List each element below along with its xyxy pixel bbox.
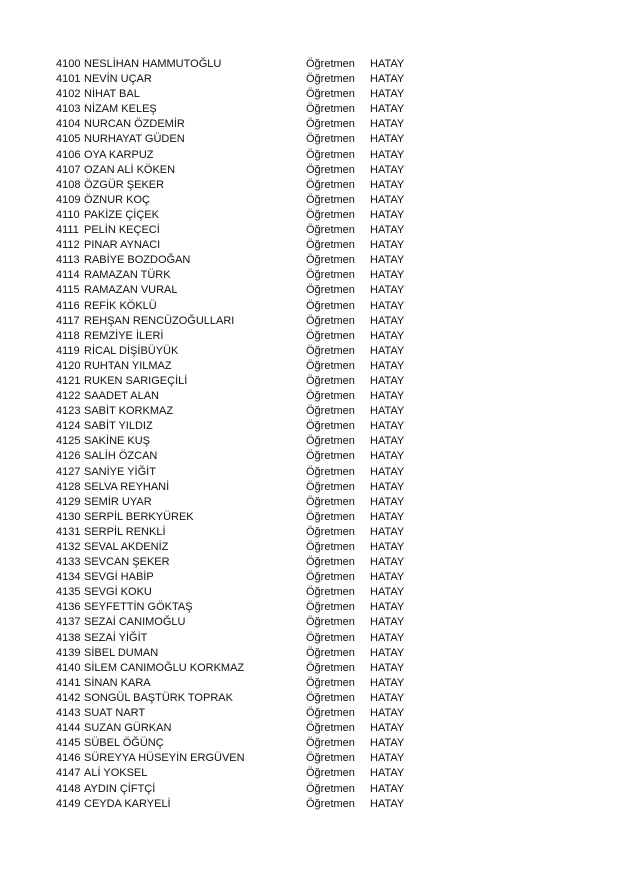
row-number: 4137 [56,616,81,629]
list-row [56,253,416,268]
role-label: Öğretmen [306,269,355,282]
row-number: 4100 [56,58,81,70]
list-row [56,72,416,87]
city-label: HATAY [370,118,405,131]
person-name: SEVCAN ŞEKER [84,556,170,569]
row-number: 4131 [56,525,81,538]
city-label: HATAY [370,58,405,70]
list-row [56,797,416,812]
role-label: Öğretmen [306,224,355,237]
role-label: Öğretmen [306,420,355,433]
city-label: HATAY [370,208,405,221]
list-row [56,676,416,691]
list-row [56,87,416,102]
row-number: 4102 [56,88,81,101]
person-name: PINAR AYNACI [84,239,161,252]
row-number: 4128 [56,480,81,493]
role-label: Öğretmen [306,208,355,221]
person-name: SERPİL BERKYÜREK [84,510,194,523]
list-row [56,661,416,676]
list-row [56,223,416,238]
list-row [56,615,416,630]
person-name: ÖZNUR KOÇ [84,193,150,206]
city-label: HATAY [370,314,405,327]
city-label: HATAY [370,737,405,750]
role-label: Öğretmen [306,374,355,387]
row-number: 4106 [56,148,81,161]
person-name: SÜBEL ÖĞÜNÇ [84,737,164,750]
row-number: 4141 [56,676,81,689]
list-row [56,510,416,525]
row-number: 4144 [56,722,81,735]
city-label: HATAY [370,767,405,780]
list-row [56,434,416,449]
city-label: HATAY [370,420,405,433]
person-name: NURHAYAT GÜDEN [84,133,185,146]
list-row [56,57,416,72]
list-row [56,314,416,329]
city-label: HATAY [370,510,405,523]
person-name: NİZAM KELEŞ [84,103,157,116]
row-number: 4149 [56,797,81,810]
city-label: HATAY [370,616,405,629]
row-number: 4143 [56,707,81,720]
person-name: SANİYE YİĞİT [84,465,156,478]
list-row [56,540,416,555]
city-label: HATAY [370,495,405,508]
city-label: HATAY [370,450,405,463]
row-number: 4107 [56,163,81,176]
row-number: 4126 [56,450,81,463]
city-label: HATAY [370,88,405,101]
row-number: 4112 [56,239,80,252]
row-number: 4134 [56,571,81,584]
role-label: Öğretmen [306,601,355,614]
list-row [56,359,416,374]
list-row [56,691,416,706]
row-number: 4147 [56,767,81,780]
person-name: RAMAZAN VURAL [84,284,178,297]
role-label: Öğretmen [306,359,355,372]
list-row [56,751,416,766]
city-label: HATAY [370,390,405,403]
role-label: Öğretmen [306,661,355,674]
role-label: Öğretmen [306,676,355,689]
role-label: Öğretmen [306,148,355,161]
role-label: Öğretmen [306,390,355,403]
role-label: Öğretmen [306,254,355,267]
row-number: 4136 [56,601,81,614]
role-label: Öğretmen [306,405,355,418]
role-label: Öğretmen [306,163,355,176]
person-name: SİBEL DUMAN [84,646,159,659]
row-number: 4116 [56,299,80,312]
list-row [56,102,416,117]
list-row [56,631,416,646]
list-row [56,132,416,147]
list-row [56,374,416,389]
city-label: HATAY [370,435,405,448]
role-label: Öğretmen [306,329,355,342]
person-name: PELİN KEÇECİ [84,224,160,237]
row-number: 4142 [56,691,81,704]
city-label: HATAY [370,148,405,161]
person-name: NEVİN UÇAR [84,73,152,86]
person-name: RABİYE BOZDOĞAN [84,254,191,267]
row-number: 4129 [56,495,81,508]
list-row [56,299,416,314]
person-name: SİNAN KARA [84,676,151,689]
person-name: SUAT NART [84,707,146,720]
city-label: HATAY [370,73,405,86]
role-label: Öğretmen [306,707,355,720]
role-label: Öğretmen [306,193,355,206]
row-number: 4130 [56,510,81,523]
list-row [56,193,416,208]
list-row [56,465,416,480]
person-name: SÜREYYA HÜSEYİN ERGÜVEN [84,752,245,765]
role-label: Öğretmen [306,525,355,538]
list-row [56,585,416,600]
person-name: AYDIN ÇİFTÇİ [84,782,156,795]
role-label: Öğretmen [306,88,355,101]
list-row [56,495,416,510]
role-label: Öğretmen [306,767,355,780]
role-label: Öğretmen [306,586,355,599]
row-number: 4103 [56,103,81,116]
row-number: 4114 [56,269,80,282]
city-label: HATAY [370,631,405,644]
list-row [56,344,416,359]
list-row [56,706,416,721]
row-number: 4121 [56,374,81,387]
person-name: SEYFETTİN GÖKTAŞ [84,601,193,614]
list-row [56,782,416,797]
person-name: NİHAT BAL [84,88,140,101]
city-label: HATAY [370,329,405,342]
role-label: Öğretmen [306,691,355,704]
city-label: HATAY [370,465,405,478]
role-label: Öğretmen [306,314,355,327]
row-number: 4109 [56,193,81,206]
list-row [56,238,416,253]
person-name: SAADET ALAN [84,390,159,403]
list-row [56,208,416,223]
row-number: 4105 [56,133,81,146]
person-name: SİLEM CANIMOĞLU KORKMAZ [84,661,245,674]
person-name: SELVA REYHANİ [84,480,170,493]
role-label: Öğretmen [306,344,355,357]
person-name: REHŞAN RENCÜZOĞULLARI [84,314,235,327]
row-number: 4133 [56,556,81,569]
person-name: SEVAL AKDENİZ [84,541,169,553]
role-label: Öğretmen [306,118,355,131]
row-number: 4115 [56,284,80,297]
list-row [56,449,416,464]
city-label: HATAY [370,586,405,599]
role-label: Öğretmen [306,556,355,569]
city-label: HATAY [370,299,405,312]
person-name: NESLİHAN HAMMUTOĞLU [84,58,222,70]
role-label: Öğretmen [306,737,355,750]
list-row [56,766,416,781]
person-name: RİCAL DİŞİBÜYÜK [84,344,179,357]
person-name: OZAN ALİ KÖKEN [84,163,176,176]
city-label: HATAY [370,541,405,553]
city-label: HATAY [370,676,405,689]
row-number: 4104 [56,118,81,131]
row-number: 4148 [56,782,81,795]
city-label: HATAY [370,163,405,176]
role-label: Öğretmen [306,495,355,508]
role-label: Öğretmen [306,435,355,448]
row-number: 4111 [56,224,79,237]
person-name: OYA KARPUZ [84,148,154,161]
city-label: HATAY [370,480,405,493]
teacher-list [56,57,416,812]
row-number: 4124 [56,420,81,433]
row-number: 4101 [56,73,81,86]
city-label: HATAY [370,556,405,569]
role-label: Öğretmen [306,510,355,523]
person-name: SABİT KORKMAZ [84,405,174,418]
person-name: REFİK KÖKLÜ [84,299,157,312]
row-number: 4125 [56,435,81,448]
city-label: HATAY [370,224,405,237]
city-label: HATAY [370,646,405,659]
list-row [56,525,416,540]
person-name: SUZAN GÜRKAN [84,722,172,735]
row-number: 4118 [56,329,80,342]
list-row [56,178,416,193]
role-label: Öğretmen [306,73,355,86]
list-row [56,148,416,163]
city-label: HATAY [370,601,405,614]
role-label: Öğretmen [306,133,355,146]
role-label: Öğretmen [306,103,355,116]
list-row [56,117,416,132]
city-label: HATAY [370,782,405,795]
list-row [56,736,416,751]
person-name: REMZİYE İLERİ [84,329,164,342]
person-name: SABİT YILDIZ [84,420,153,433]
row-number: 4139 [56,646,81,659]
role-label: Öğretmen [306,178,355,191]
person-name: PAKİZE ÇİÇEK [84,208,159,221]
city-label: HATAY [370,193,405,206]
city-label: HATAY [370,284,405,297]
role-label: Öğretmen [306,299,355,312]
list-row [56,646,416,661]
role-label: Öğretmen [306,616,355,629]
person-name: SAKİNE KUŞ [84,435,151,448]
city-label: HATAY [370,405,405,418]
row-number: 4146 [56,752,81,765]
role-label: Öğretmen [306,571,355,584]
city-label: HATAY [370,239,405,252]
person-name: SEVGİ HABİP [84,571,154,584]
list-row [56,283,416,298]
city-label: HATAY [370,103,405,116]
city-label: HATAY [370,707,405,720]
person-name: NURCAN ÖZDEMİR [84,118,185,131]
role-label: Öğretmen [306,284,355,297]
person-name: RUHTAN YILMAZ [84,359,172,372]
role-label: Öğretmen [306,450,355,463]
list-row [56,600,416,615]
role-label: Öğretmen [306,782,355,795]
city-label: HATAY [370,752,405,765]
role-label: Öğretmen [306,752,355,765]
row-number: 4117 [56,314,80,327]
role-label: Öğretmen [306,646,355,659]
city-label: HATAY [370,344,405,357]
list-row [56,721,416,736]
city-label: HATAY [370,661,405,674]
person-name: SEVGİ KOKU [84,586,152,599]
city-label: HATAY [370,374,405,387]
row-number: 4119 [56,344,80,357]
role-label: Öğretmen [306,465,355,478]
city-label: HATAY [370,722,405,735]
row-number: 4135 [56,586,81,599]
city-label: HATAY [370,797,405,810]
role-label: Öğretmen [306,239,355,252]
row-number: 4110 [56,208,80,221]
row-number: 4145 [56,737,81,750]
list-row [56,329,416,344]
city-label: HATAY [370,571,405,584]
role-label: Öğretmen [306,631,355,644]
person-name: SEMİR UYAR [84,495,152,508]
city-label: HATAY [370,269,405,282]
list-row [56,570,416,585]
role-label: Öğretmen [306,541,355,553]
row-number: 4127 [56,465,81,478]
city-label: HATAY [370,254,405,267]
role-label: Öğretmen [306,480,355,493]
person-name: ALİ YOKSEL [84,767,148,780]
person-name: SERPİL RENKLİ [84,525,166,538]
row-number: 4120 [56,359,81,372]
person-name: RUKEN SARIGEÇİLİ [84,374,188,387]
role-label: Öğretmen [306,58,355,70]
person-name: RAMAZAN TÜRK [84,269,171,282]
city-label: HATAY [370,691,405,704]
list-row [56,389,416,404]
person-name: SEZAİ CANIMOĞLU [84,616,186,629]
person-name: SALİH ÖZCAN [84,450,158,463]
city-label: HATAY [370,133,405,146]
role-label: Öğretmen [306,722,355,735]
person-name: SEZAİ YİĞİT [84,631,148,644]
list-row [56,480,416,495]
city-label: HATAY [370,359,405,372]
list-row [56,404,416,419]
person-name: CEYDA KARYELİ [84,797,171,810]
list-row [56,419,416,434]
list-row [56,163,416,178]
list-row [56,555,416,570]
city-label: HATAY [370,178,405,191]
row-number: 4123 [56,405,81,418]
person-name: SONGÜL BAŞTÜRK TOPRAK [84,691,233,704]
row-number: 4122 [56,390,81,403]
person-name: ÖZGÜR ŞEKER [84,178,165,191]
row-number: 4138 [56,631,81,644]
list-row [56,268,416,283]
role-label: Öğretmen [306,797,355,810]
row-number: 4140 [56,661,81,674]
row-number: 4108 [56,178,81,191]
row-number: 4113 [56,254,80,267]
city-label: HATAY [370,525,405,538]
row-number: 4132 [56,541,81,553]
